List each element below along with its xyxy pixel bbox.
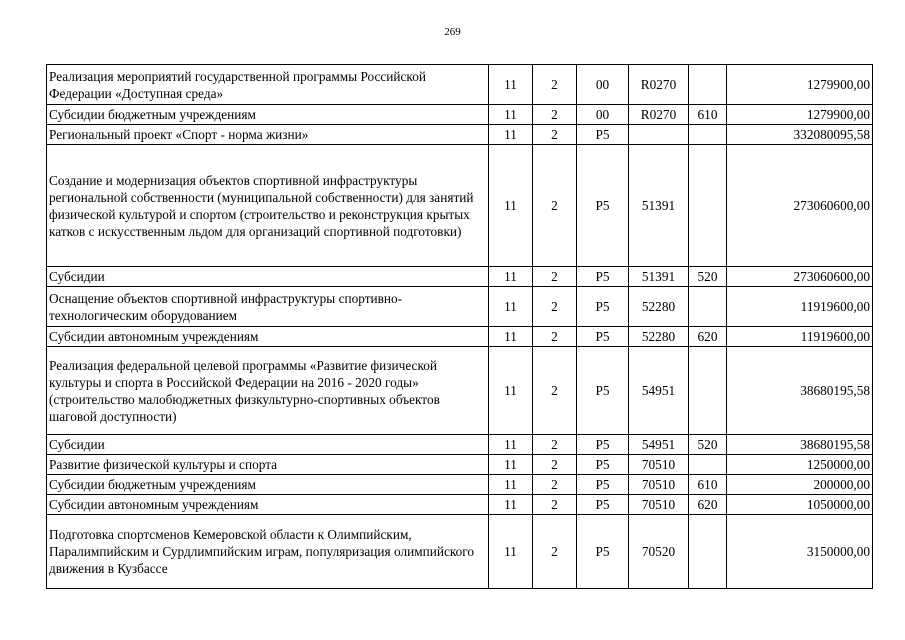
row-subsection-cell: 2: [533, 347, 577, 435]
table-row: [47, 105, 873, 125]
row-sum-cell: 11919600,00: [727, 287, 873, 327]
row-name-cell: Оснащение объектов спортивной инфраструктуры спортивно-технологическим оборудованием: [47, 287, 489, 327]
row-subsection-cell: 2: [533, 327, 577, 347]
row-expense-type-cell: 520: [689, 435, 727, 455]
row-name-cell: Подготовка спортсменов Кемеровской области к Олимпийским, Паралимпийским и Сурдлимпийским играм, популяризация олимпийского движения в Кузбассе: [47, 515, 489, 589]
row-section-cell: 11: [489, 65, 533, 105]
row-target-cell: 52280: [629, 327, 689, 347]
row-target-cell: [629, 125, 689, 145]
row-subsection-cell: 2: [533, 65, 577, 105]
row-program-cell: P5: [577, 145, 629, 267]
budget-table: [46, 64, 873, 589]
row-expense-type-cell: 610: [689, 475, 727, 495]
row-sum-cell: 273060600,00: [727, 145, 873, 267]
row-name-cell: Субсидии: [47, 267, 489, 287]
row-target-cell: 70510: [629, 495, 689, 515]
row-name-cell: Субсидии автономным учреждениям: [47, 327, 489, 347]
row-subsection-cell: 2: [533, 435, 577, 455]
table-row: [47, 125, 873, 145]
row-expense-type-cell: [689, 455, 727, 475]
row-program-cell: P5: [577, 327, 629, 347]
table-row: [47, 65, 873, 105]
row-program-cell: P5: [577, 455, 629, 475]
row-subsection-cell: 2: [533, 145, 577, 267]
row-name-cell: Субсидии бюджетным учреждениям: [47, 475, 489, 495]
row-expense-type-cell: [689, 515, 727, 589]
row-sum-cell: 1250000,00: [727, 455, 873, 475]
row-subsection-cell: 2: [533, 495, 577, 515]
row-subsection-cell: 2: [533, 287, 577, 327]
row-subsection-cell: 2: [533, 475, 577, 495]
row-program-cell: P5: [577, 347, 629, 435]
row-expense-type-cell: [689, 145, 727, 267]
row-section-cell: 11: [489, 435, 533, 455]
row-sum-cell: 11919600,00: [727, 327, 873, 347]
row-expense-type-cell: 520: [689, 267, 727, 287]
row-section-cell: 11: [489, 125, 533, 145]
row-program-cell: P5: [577, 475, 629, 495]
row-section-cell: 11: [489, 475, 533, 495]
row-sum-cell: 1279900,00: [727, 65, 873, 105]
row-section-cell: 11: [489, 515, 533, 589]
row-section-cell: 11: [489, 327, 533, 347]
row-program-cell: P5: [577, 267, 629, 287]
row-name-cell: Развитие физической культуры и спорта: [47, 455, 489, 475]
page-number: 269: [444, 26, 461, 38]
row-expense-type-cell: 620: [689, 327, 727, 347]
row-target-cell: 54951: [629, 435, 689, 455]
row-program-cell: P5: [577, 125, 629, 145]
row-program-cell: 00: [577, 65, 629, 105]
table-row: [47, 475, 873, 495]
row-expense-type-cell: [689, 287, 727, 327]
row-name-cell: Создание и модернизация объектов спортивной инфраструктуры региональной собственности (муниципальной собственности) для занятий физической культурой и спортом (строительство и реконструкция крытых катков с искусственным льдом для организаций спортивной подготовки): [47, 145, 489, 267]
row-section-cell: 11: [489, 347, 533, 435]
table-row: [47, 287, 873, 327]
row-section-cell: 11: [489, 105, 533, 125]
row-section-cell: 11: [489, 267, 533, 287]
row-name-cell: Субсидии: [47, 435, 489, 455]
budget-table-body: [47, 65, 873, 589]
row-section-cell: 11: [489, 145, 533, 267]
row-subsection-cell: 2: [533, 267, 577, 287]
row-expense-type-cell: [689, 125, 727, 145]
row-target-cell: 70520: [629, 515, 689, 589]
row-program-cell: P5: [577, 435, 629, 455]
row-subsection-cell: 2: [533, 125, 577, 145]
table-row: [47, 347, 873, 435]
row-sum-cell: 3150000,00: [727, 515, 873, 589]
row-target-cell: 70510: [629, 455, 689, 475]
row-sum-cell: 1050000,00: [727, 495, 873, 515]
row-name-cell: Субсидии бюджетным учреждениям: [47, 105, 489, 125]
table-row: [47, 495, 873, 515]
row-sum-cell: 273060600,00: [727, 267, 873, 287]
row-subsection-cell: 2: [533, 515, 577, 589]
row-sum-cell: 200000,00: [727, 475, 873, 495]
table-row: [47, 435, 873, 455]
row-target-cell: R0270: [629, 105, 689, 125]
row-target-cell: R0270: [629, 65, 689, 105]
row-program-cell: P5: [577, 495, 629, 515]
table-row: [47, 327, 873, 347]
row-program-cell: 00: [577, 105, 629, 125]
table-row: [47, 455, 873, 475]
row-name-cell: Реализация федеральной целевой программы «Развитие физической культуры и спорта в Российской Федерации на 2016 - 2020 годы» (строительство малобюджетных физкультурно-спортивных объектов шаговой доступности): [47, 347, 489, 435]
row-name-cell: Реализация мероприятий государственной программы Российской Федерации «Доступная среда»: [47, 65, 489, 105]
row-expense-type-cell: [689, 347, 727, 435]
row-expense-type-cell: 620: [689, 495, 727, 515]
row-sum-cell: 1279900,00: [727, 105, 873, 125]
row-target-cell: 51391: [629, 145, 689, 267]
row-target-cell: 51391: [629, 267, 689, 287]
row-subsection-cell: 2: [533, 455, 577, 475]
table-row: [47, 267, 873, 287]
row-section-cell: 11: [489, 455, 533, 475]
row-program-cell: P5: [577, 515, 629, 589]
row-name-cell: Региональный проект «Спорт - норма жизни»: [47, 125, 489, 145]
row-target-cell: 70510: [629, 475, 689, 495]
row-sum-cell: 38680195,58: [727, 347, 873, 435]
row-target-cell: 54951: [629, 347, 689, 435]
row-subsection-cell: 2: [533, 105, 577, 125]
table-row: [47, 145, 873, 267]
table-row: [47, 515, 873, 589]
row-sum-cell: 332080095,58: [727, 125, 873, 145]
row-sum-cell: 38680195,58: [727, 435, 873, 455]
row-target-cell: 52280: [629, 287, 689, 327]
row-section-cell: 11: [489, 495, 533, 515]
row-expense-type-cell: 610: [689, 105, 727, 125]
row-section-cell: 11: [489, 287, 533, 327]
row-name-cell: Субсидии автономным учреждениям: [47, 495, 489, 515]
row-expense-type-cell: [689, 65, 727, 105]
row-program-cell: P5: [577, 287, 629, 327]
